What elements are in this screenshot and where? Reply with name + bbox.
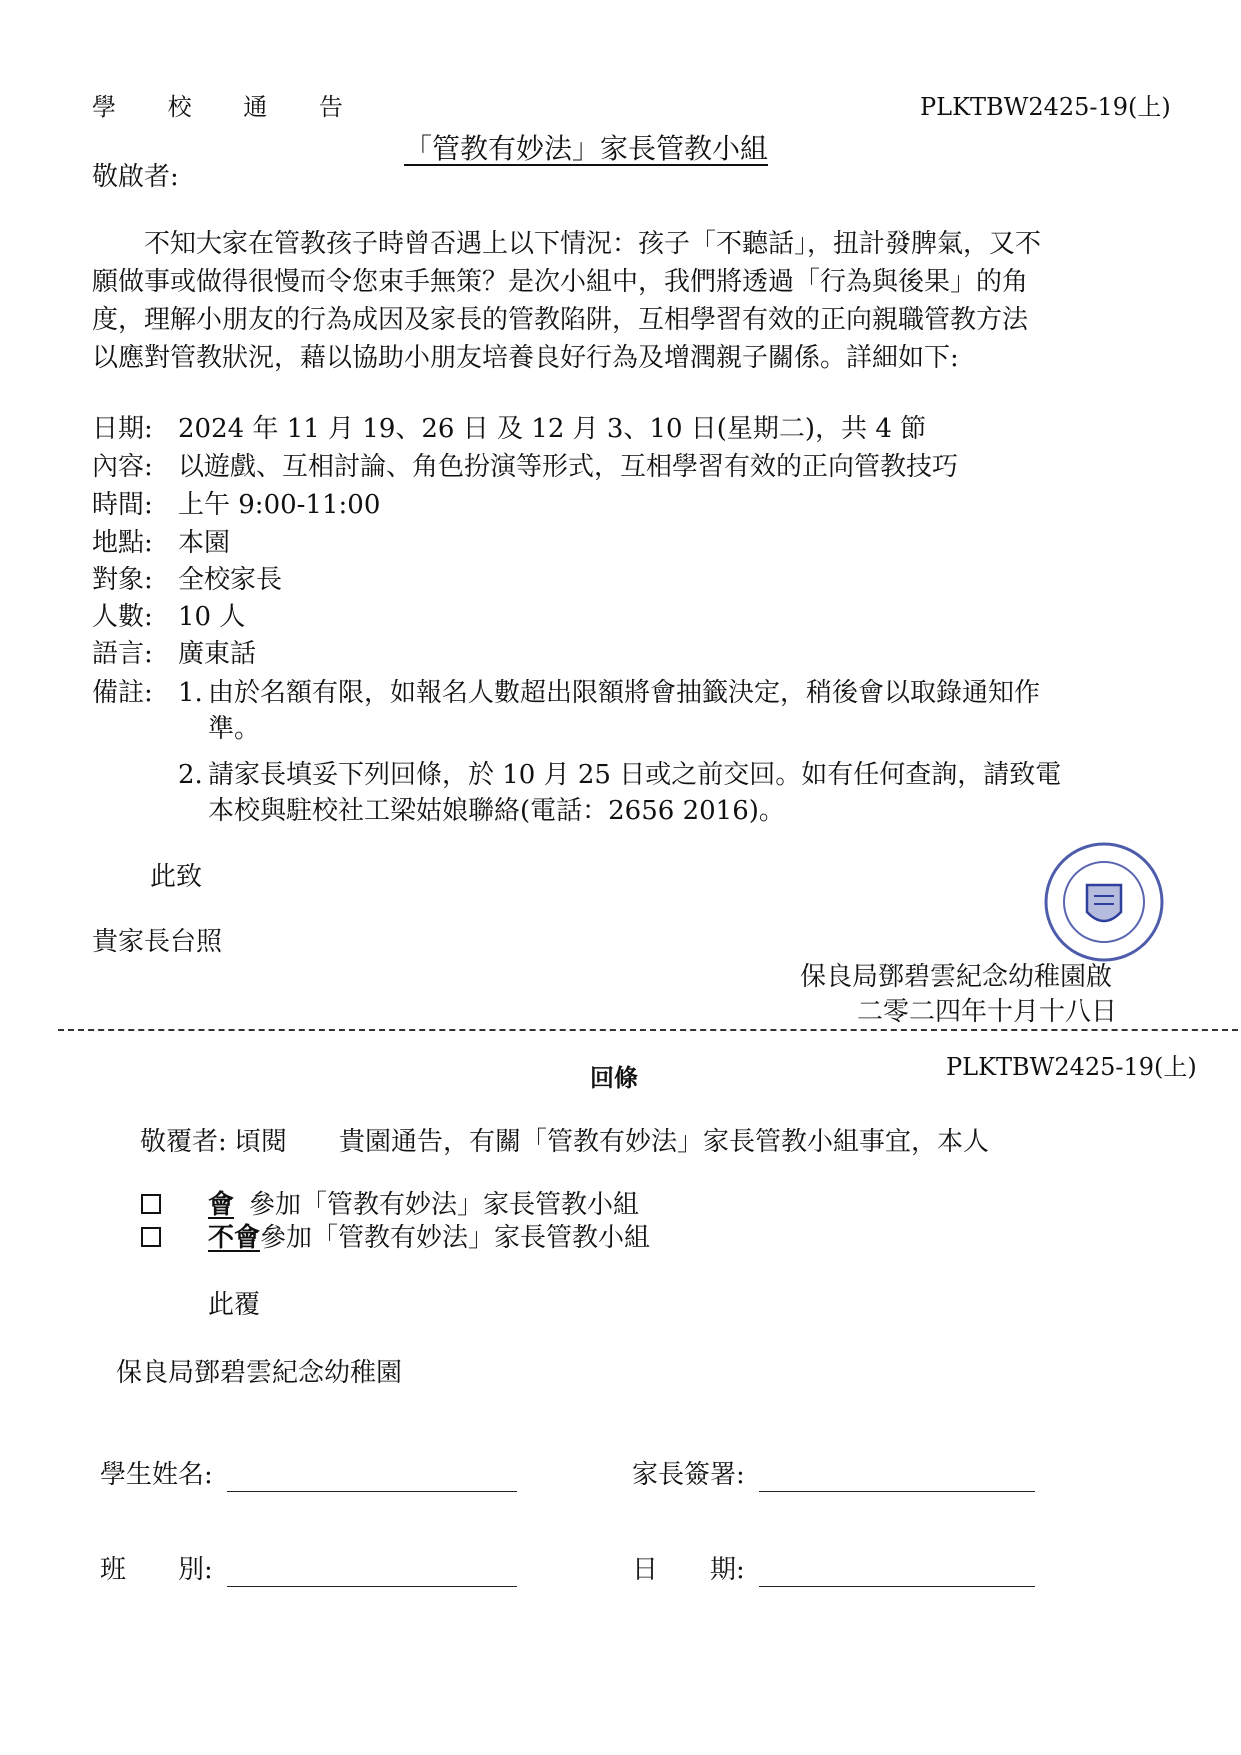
detail-time (92, 488, 380, 522)
date-label: 日 期: (632, 1555, 745, 1585)
not-attend-checkbox[interactable] (141, 1227, 161, 1247)
paragraph-line: 以應對管教狀況，藉以協助小朋友培養良好行為及增潤親子關係。詳細如下: (92, 343, 959, 373)
detail-content (92, 450, 958, 484)
detail-label: 語言: (92, 639, 153, 669)
detail-value: 上午 9:00-11:00 (178, 490, 381, 520)
detail-language (92, 637, 256, 671)
detail-label: 對象: (92, 565, 153, 595)
student-name-input[interactable] (227, 1465, 517, 1492)
reply-intro: 敬覆者: 頃閱 貴園通告，有關「管教有妙法」家長管教小組事宜，本人 (140, 1127, 990, 1157)
note-item (92, 757, 1152, 829)
detail-value: 2024 年 11 月 19、26 日 及 12 月 3、10 日(星期二)，共 4 節 (178, 414, 927, 444)
note-line: 準。 (208, 714, 261, 744)
attend-text: 參加「管教有妙法」家長管教小組 (249, 1190, 640, 1220)
attend-option (193, 1188, 639, 1222)
not-attend-keyword: 不會 (208, 1223, 261, 1253)
note-number: 1. (178, 678, 203, 708)
detail-label: 人數: (92, 602, 153, 632)
note-number: 2. (178, 760, 203, 790)
note-line: 由於名額有限，如報名人數超出限額將會抽籤決定，稍後會以取錄通知作 (208, 678, 1041, 708)
closing-to-parents: 貴家長台照 (92, 927, 223, 957)
paragraph-line: 度，理解小朋友的行為成因及家長的管教陷阱，互相學習有效的正向親職管教方法 (92, 305, 1029, 335)
notice-header: 學 校 通 告 (92, 93, 365, 121)
notice-title: 「管教有妙法」家長管教小組 (404, 132, 769, 165)
paragraph-line: 不知大家在管教孩子時曾否遇上以下情況：孩子「不聽話」，扭計發脾氣，又不 (92, 229, 1042, 259)
detail-value: 本園 (178, 528, 231, 558)
note-line: 本校與駐校社工梁姑娘聯絡(電話：2656 2016)。 (208, 796, 785, 826)
parent-sign-label: 家長簽署: (632, 1460, 745, 1490)
detail-value: 全校家長 (178, 565, 283, 595)
detail-label: 地點: (92, 528, 153, 558)
note-line: 請家長填妥下列回條，於 10 月 25 日或之前交回。如有任何查詢，請致電 (208, 760, 1062, 790)
paragraph-line: 願做事或做得很慢而令您束手無策？是次小組中，我們將透過「行為與後果」的角 (92, 267, 1029, 297)
detail-value: 以遊戲、互相討論、角色扮演等形式，互相學習有效的正向管教技巧 (178, 452, 959, 482)
date-field (632, 1553, 1035, 1587)
class-field (100, 1553, 517, 1587)
parent-sign-field (632, 1458, 1035, 1492)
note-item (92, 675, 1152, 747)
date-input[interactable] (759, 1560, 1035, 1587)
student-name-field (100, 1458, 517, 1492)
reply-school-name: 保良局鄧碧雲紀念幼稚園 (116, 1358, 403, 1388)
attend-keyword: 會 (207, 1190, 234, 1220)
detail-label: 時間: (92, 490, 153, 520)
class-label: 班 別: (100, 1555, 213, 1585)
notes-section (92, 675, 1152, 829)
notice-date: 二零二四年十月十八日 (857, 997, 1118, 1027)
detail-label: 內容: (92, 452, 153, 482)
not-attend-option (208, 1221, 650, 1255)
class-input[interactable] (227, 1560, 517, 1587)
parent-sign-input[interactable] (759, 1465, 1035, 1492)
salutation: 敬啟者: (92, 162, 179, 192)
detail-label: 日期: (92, 414, 153, 444)
reply-ref-code: PLKTBW2425-19(上) (946, 1053, 1197, 1081)
detail-value: 廣東話 (178, 639, 257, 669)
reply-closing: 此覆 (208, 1290, 261, 1320)
detail-venue (92, 526, 230, 560)
notice-ref-code: PLKTBW2425-19(上) (920, 93, 1171, 121)
intro-paragraph (92, 225, 1132, 377)
detail-target (92, 563, 282, 597)
notice-signature: 保良局鄧碧雲紀念幼稚園啟 (800, 962, 1113, 992)
attend-checkbox[interactable] (141, 1194, 161, 1214)
detail-value: 10 人 (178, 602, 246, 632)
student-name-label: 學生姓名: (100, 1460, 213, 1490)
not-attend-text: 參加「管教有妙法」家長管教小組 (260, 1223, 651, 1253)
reply-title: 回條 (590, 1063, 638, 1092)
closing-respectfully: 此致 (150, 862, 203, 892)
notes-label: 備註: (92, 678, 153, 708)
school-seal-icon (1042, 840, 1166, 964)
tear-off-line (58, 1029, 1238, 1031)
detail-date (92, 412, 926, 446)
detail-quota (92, 600, 245, 634)
